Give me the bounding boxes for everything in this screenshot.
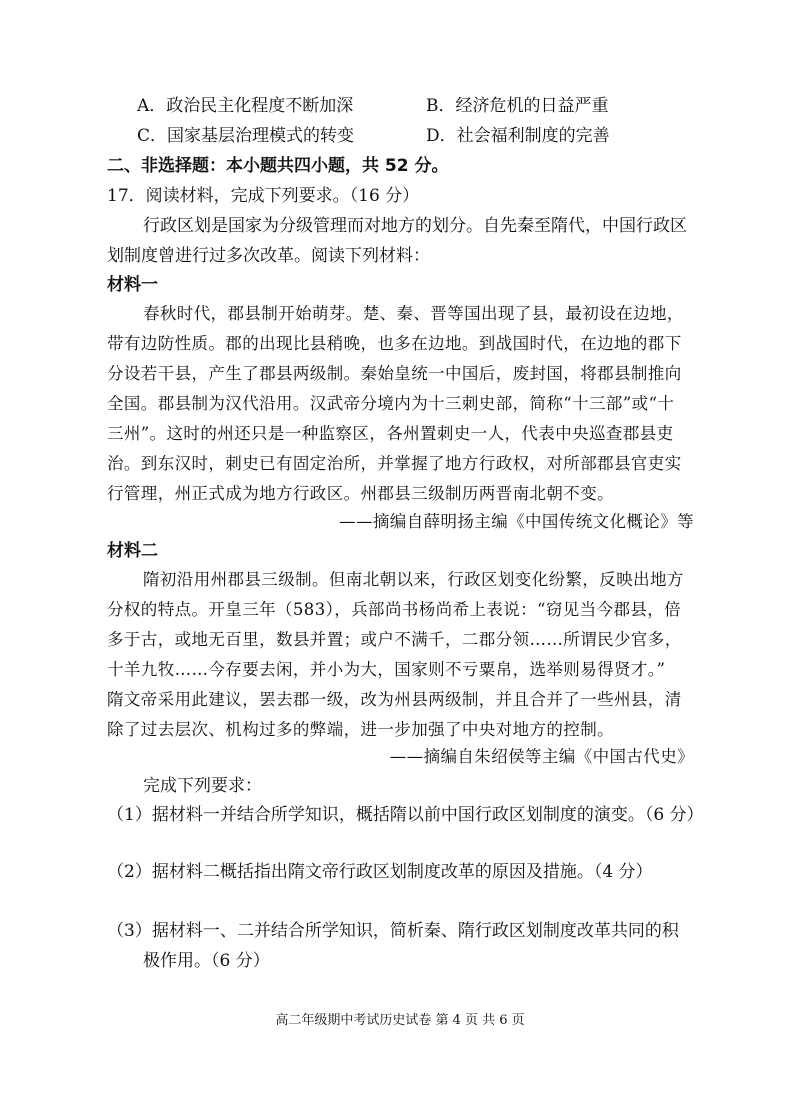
material-source: ——摘编自薛明扬主编《中国传统文化概论》等 [339,512,694,531]
material-label: 材料二 [107,541,158,561]
option-c: C．国家基层治理模式的转变 [137,126,355,146]
sub-question-2: （2）据材料二概括指出隋文帝行政区划制度改革的原因及措施。（4 分） [107,862,653,882]
material-line: 隋初沿用州郡县三级制。但南北朝以来，行政区划变化纷繁，反映出地方 [143,570,684,589]
requirements-intro: 完成下列要求： [143,776,262,796]
option-d: D．社会福利制度的完善 [426,126,610,146]
material-line: 十羊九牧……今存要去闲，并小为大，国家则不亏粟帛，选举则易得贤才。” [107,660,666,679]
material-line: 多于古，或地无百里，数县并置；或户不满千，二郡分领……所谓民少官多， [107,630,682,649]
section-heading: 二、非选择题：本小题共四小题，共 52 分。 [107,156,449,176]
material-line: 全国。郡县制为汉代沿用。汉武帝分境内为十三刺史部，简称“十三部”或“十 [107,394,675,413]
material-source: ——摘编自朱绍侯等主编《中国古代史》 [389,747,694,766]
question-title: 17．阅读材料，完成下列要求。（16 分） [107,186,420,206]
material-line: 隋文帝采用此建议，罢去郡一级，改为州县两级制，并且合并了一些州县，清 [107,690,682,709]
sub-question-1: （1）据材料一并结合所学知识，概括隋以前中国行政区划制度的演变。（6 分） [107,805,704,825]
option-b: B．经济危机的日益严重 [426,96,609,116]
material-line: 治。到东汉时，刺史已有固定治所，并掌握了地方行政权，对所部郡县官吏实 [107,454,682,473]
material-label: 材料一 [107,275,158,295]
material-line: 行管理，州正式成为地方行政区。州郡县三级制历两晋南北朝不变。 [107,484,614,503]
material-line: 春秋时代，郡县制开始萌芽。楚、秦、晋等国出现了县，最初设在边地， [143,304,684,323]
intro-line: 行政区划是国家为分级管理而对地方的划分。自先秦至隋代，中国行政区 [143,216,687,236]
material-line: 带有边防性质。郡的出现比县稍晚，也多在边地。到战国时代，在边地的郡下 [107,334,682,353]
material-line: 分权的特点。开皇三年（583），兵部尚书杨尚希上表说：“窃见当今郡县，倍 [107,600,682,619]
sub-question-3-continued: 极作用。（6 分） [143,951,270,971]
material-line: 三州”。这时的州还只是一种监察区，各州置刺史一人，代表中央巡查郡县吏 [107,424,674,443]
intro-line: 划制度曾进行过多次改革。阅读下列材料： [107,246,430,266]
page-footer: 高二年级期中考试历史试卷 第 4 页 共 6 页 [275,1013,525,1028]
sub-question-3: （3）据材料一、二并结合所学知识，简析秦、隋行政区划制度改革共同的积 [107,921,679,941]
material-line: 分设若干县，产生了郡县两级制。秦始皇统一中国后，废封国，将郡县制推向 [107,364,682,383]
option-a: A．政治民主化程度不断加深 [137,96,354,116]
material-line: 除了过去层次、机构过多的弊端，进一步加强了中央对地方的控制。 [107,720,614,739]
